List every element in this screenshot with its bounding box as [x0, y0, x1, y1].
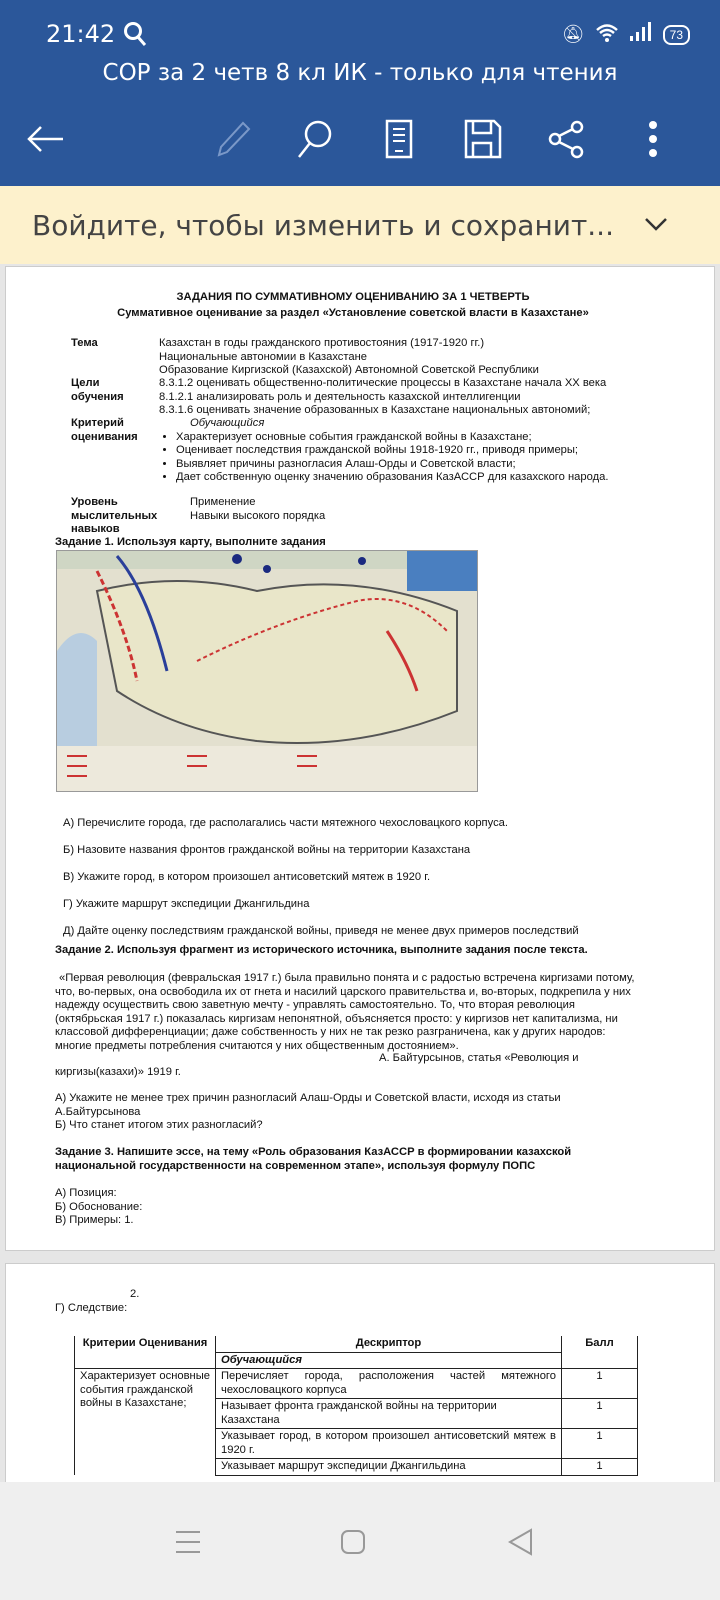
table-row: [75, 1369, 638, 1399]
level-item: Применение: [190, 496, 256, 508]
sign-in-banner[interactable]: [0, 186, 720, 264]
score-cell: 1: [562, 1459, 638, 1476]
goals-list: [159, 377, 606, 418]
descriptor-cell: Указывает город, в котором произошел антисоветский мятеж в 1920 г.: [216, 1429, 562, 1459]
criteria-intro: Обучающийся: [190, 417, 265, 429]
task2-question: Б) Что станет итогом этих разногласий?: [55, 1119, 263, 1131]
quote-source: А. Байтурсынов, статья «Революция и: [379, 1052, 579, 1064]
status-time: 21:42: [46, 20, 116, 48]
signal-icon: [629, 22, 653, 47]
descriptor-cell: Перечисляет города, расположения частей мятежного чехословацкого корпуса: [216, 1369, 562, 1399]
level-label: Уровень мыслительных навыков: [71, 496, 158, 535]
search-status-icon: [122, 20, 148, 53]
app-header: [0, 0, 720, 186]
more-options-button[interactable]: [628, 116, 678, 162]
document-title: СОР за 2 четв 8 кл ИК - только для чтения: [102, 60, 618, 86]
criteria-item: • Характеризует основные события гражданской войны в Казахстане;: [176, 431, 608, 445]
topic-item: Национальные автономии в Казахстане: [159, 350, 368, 363]
sign-in-message: Войдите, чтобы изменить и сохранит...: [32, 208, 614, 242]
mobile-view-button[interactable]: [374, 116, 424, 162]
system-nav-bar: [0, 1482, 720, 1600]
edit-button[interactable]: [208, 116, 258, 162]
task2-question: А) Укажите не менее трех причин разногласий Алаш-Орды и Советской власти, исходя из статьи: [55, 1092, 561, 1104]
mute-icon: 🔕︎: [561, 24, 585, 44]
chevron-down-icon[interactable]: [644, 210, 668, 238]
civil-war-map: [56, 550, 478, 792]
criteria-item: • Выявляет причины разногласия Алаш-Орды и Советской власти;: [176, 458, 608, 472]
topic-item: Образование Киргизской (Казахской) Автономной Советской Республики: [159, 364, 539, 376]
task1-question: Г) Укажите маршрут экспедиции Джангильдина: [63, 898, 310, 910]
back-nav-button[interactable]: [495, 1522, 545, 1562]
criteria-item: • Оценивает последствия гражданской войны 1918-1920 гг., приводя примеры;: [176, 444, 608, 458]
task3-item: А) Позиция:: [55, 1187, 117, 1199]
subheading: Суммативное оценивание за раздел «Установление советской власти в Казахстане»: [117, 307, 589, 319]
task2-question: А.Байтурсынова: [55, 1105, 141, 1118]
descriptor-cell: Называет фронта гражданской войны на территории Казахстана: [216, 1399, 562, 1429]
find-button[interactable]: [290, 116, 340, 162]
share-button[interactable]: [542, 116, 592, 162]
home-button[interactable]: [328, 1522, 378, 1562]
wifi-icon: [595, 22, 619, 47]
task1-heading: Задание 1. Используя карту, выполните задания: [55, 536, 326, 548]
criteria-item: • Дает собственную оценку значению образования КазАССР для казахского народа.: [176, 471, 608, 485]
task3-item: Б) Обоснование:: [55, 1200, 143, 1213]
descriptor-sub: Обучающийся: [216, 1352, 562, 1369]
level-list: [190, 496, 325, 523]
back-button[interactable]: [20, 116, 70, 162]
goal-item: 8.1.2.1 анализировать роль и деятельность казахской интеллигенции: [159, 390, 521, 403]
battery-indicator: 73: [663, 25, 690, 45]
goals-label: Цели обучения: [71, 377, 124, 403]
criteria-label: Критерий оценивания: [71, 417, 138, 443]
task2-questions: [55, 1092, 561, 1133]
task1-question: Д) Дайте оценку последствиям гражданской войны, приведя не менее двух примеров последствий: [63, 925, 579, 937]
score-cell: 1: [562, 1429, 638, 1459]
recent-apps-button[interactable]: [163, 1522, 213, 1562]
heading: ЗАДАНИЯ ПО СУММАТИВНОМУ ОЦЕНИВАНИЮ ЗА 1 ЧЕТВЕРТЬ: [176, 291, 530, 303]
col-score: Балл: [562, 1336, 638, 1369]
task1-question: В) Укажите город, в котором произошел антисоветский мятеж в 1920 г.: [63, 871, 431, 883]
task1-question: Б) Назовите названия фронтов гражданской войны на территории Казахстана: [63, 844, 471, 856]
goal-item: 8.3.1.6 оценивать значение образованных в Казахстане национальных автономий;: [159, 404, 591, 416]
criteria-table: [74, 1336, 638, 1476]
score-cell: 1: [562, 1399, 638, 1429]
criterion-cell: Характеризует основные события гражданской войны в Казахстане;: [75, 1369, 216, 1476]
example-number: 2.: [130, 1288, 140, 1300]
task3-items: [55, 1187, 142, 1228]
task2-heading: Задание 2. Используя фрагмент из исторического источника, выполните задания после текста.: [55, 944, 588, 956]
goal-item: 8.3.1.2 оценивать общественно-политические процессы в Казахстане начала XX века: [159, 377, 607, 389]
score-cell: 1: [562, 1369, 638, 1399]
col-descriptor: Дескриптор: [216, 1336, 562, 1352]
task3-item: В) Примеры: 1.: [55, 1214, 134, 1226]
level-item: Навыки высокого порядка: [190, 509, 326, 522]
topic-item: Казахстан в годы гражданского противостояния (1917-1920 гг.): [159, 337, 485, 349]
descriptor-cell: Указывает маршрут экспедиции Джангильдина: [216, 1459, 562, 1476]
col-criteria: Критерии Оценивания: [75, 1336, 216, 1369]
criteria-list: [159, 417, 608, 485]
quote-source-cont: киргизы(казахи)» 1919 г.: [55, 1066, 181, 1078]
task1-question: А) Перечислите города, где располагались части мятежного чехословацкого корпуса.: [63, 817, 509, 829]
document-page-2: [5, 1263, 715, 1483]
source-quote: «Первая революция (февральская 1917 г.) была правильно понята и с радостью встречена киргизами потому, что, во-первых, она освободила их от гнета и насилий царского правительства и, во-вторых, подкрепила у них надежду осуществить свою заветную мечту - управлять самостоятельно. То, что вторая революция (октябрьская 1917 г.) показалась киргизам непонятной, объясняется просто: у киргизов нет капитализма, ни классовой дифференциации; даже собственность у них не так резко разграничена, как у других народов: многие предметы потребления считаются у них общественным достоянием».: [55, 972, 635, 1052]
task3-heading: Задание 3. Напишите эссе, на тему «Роль образования КазАССР в формировании казахской национальной государственности на современном этапе», используя формулу ПОПС: [55, 1146, 572, 1172]
task1-questions: [63, 810, 579, 945]
document-page-1: [5, 266, 715, 1251]
consequence-item: Г) Следствие:: [55, 1302, 128, 1314]
save-button[interactable]: [458, 116, 508, 162]
topic-list: [159, 337, 539, 378]
topic-label: Тема: [71, 337, 98, 349]
